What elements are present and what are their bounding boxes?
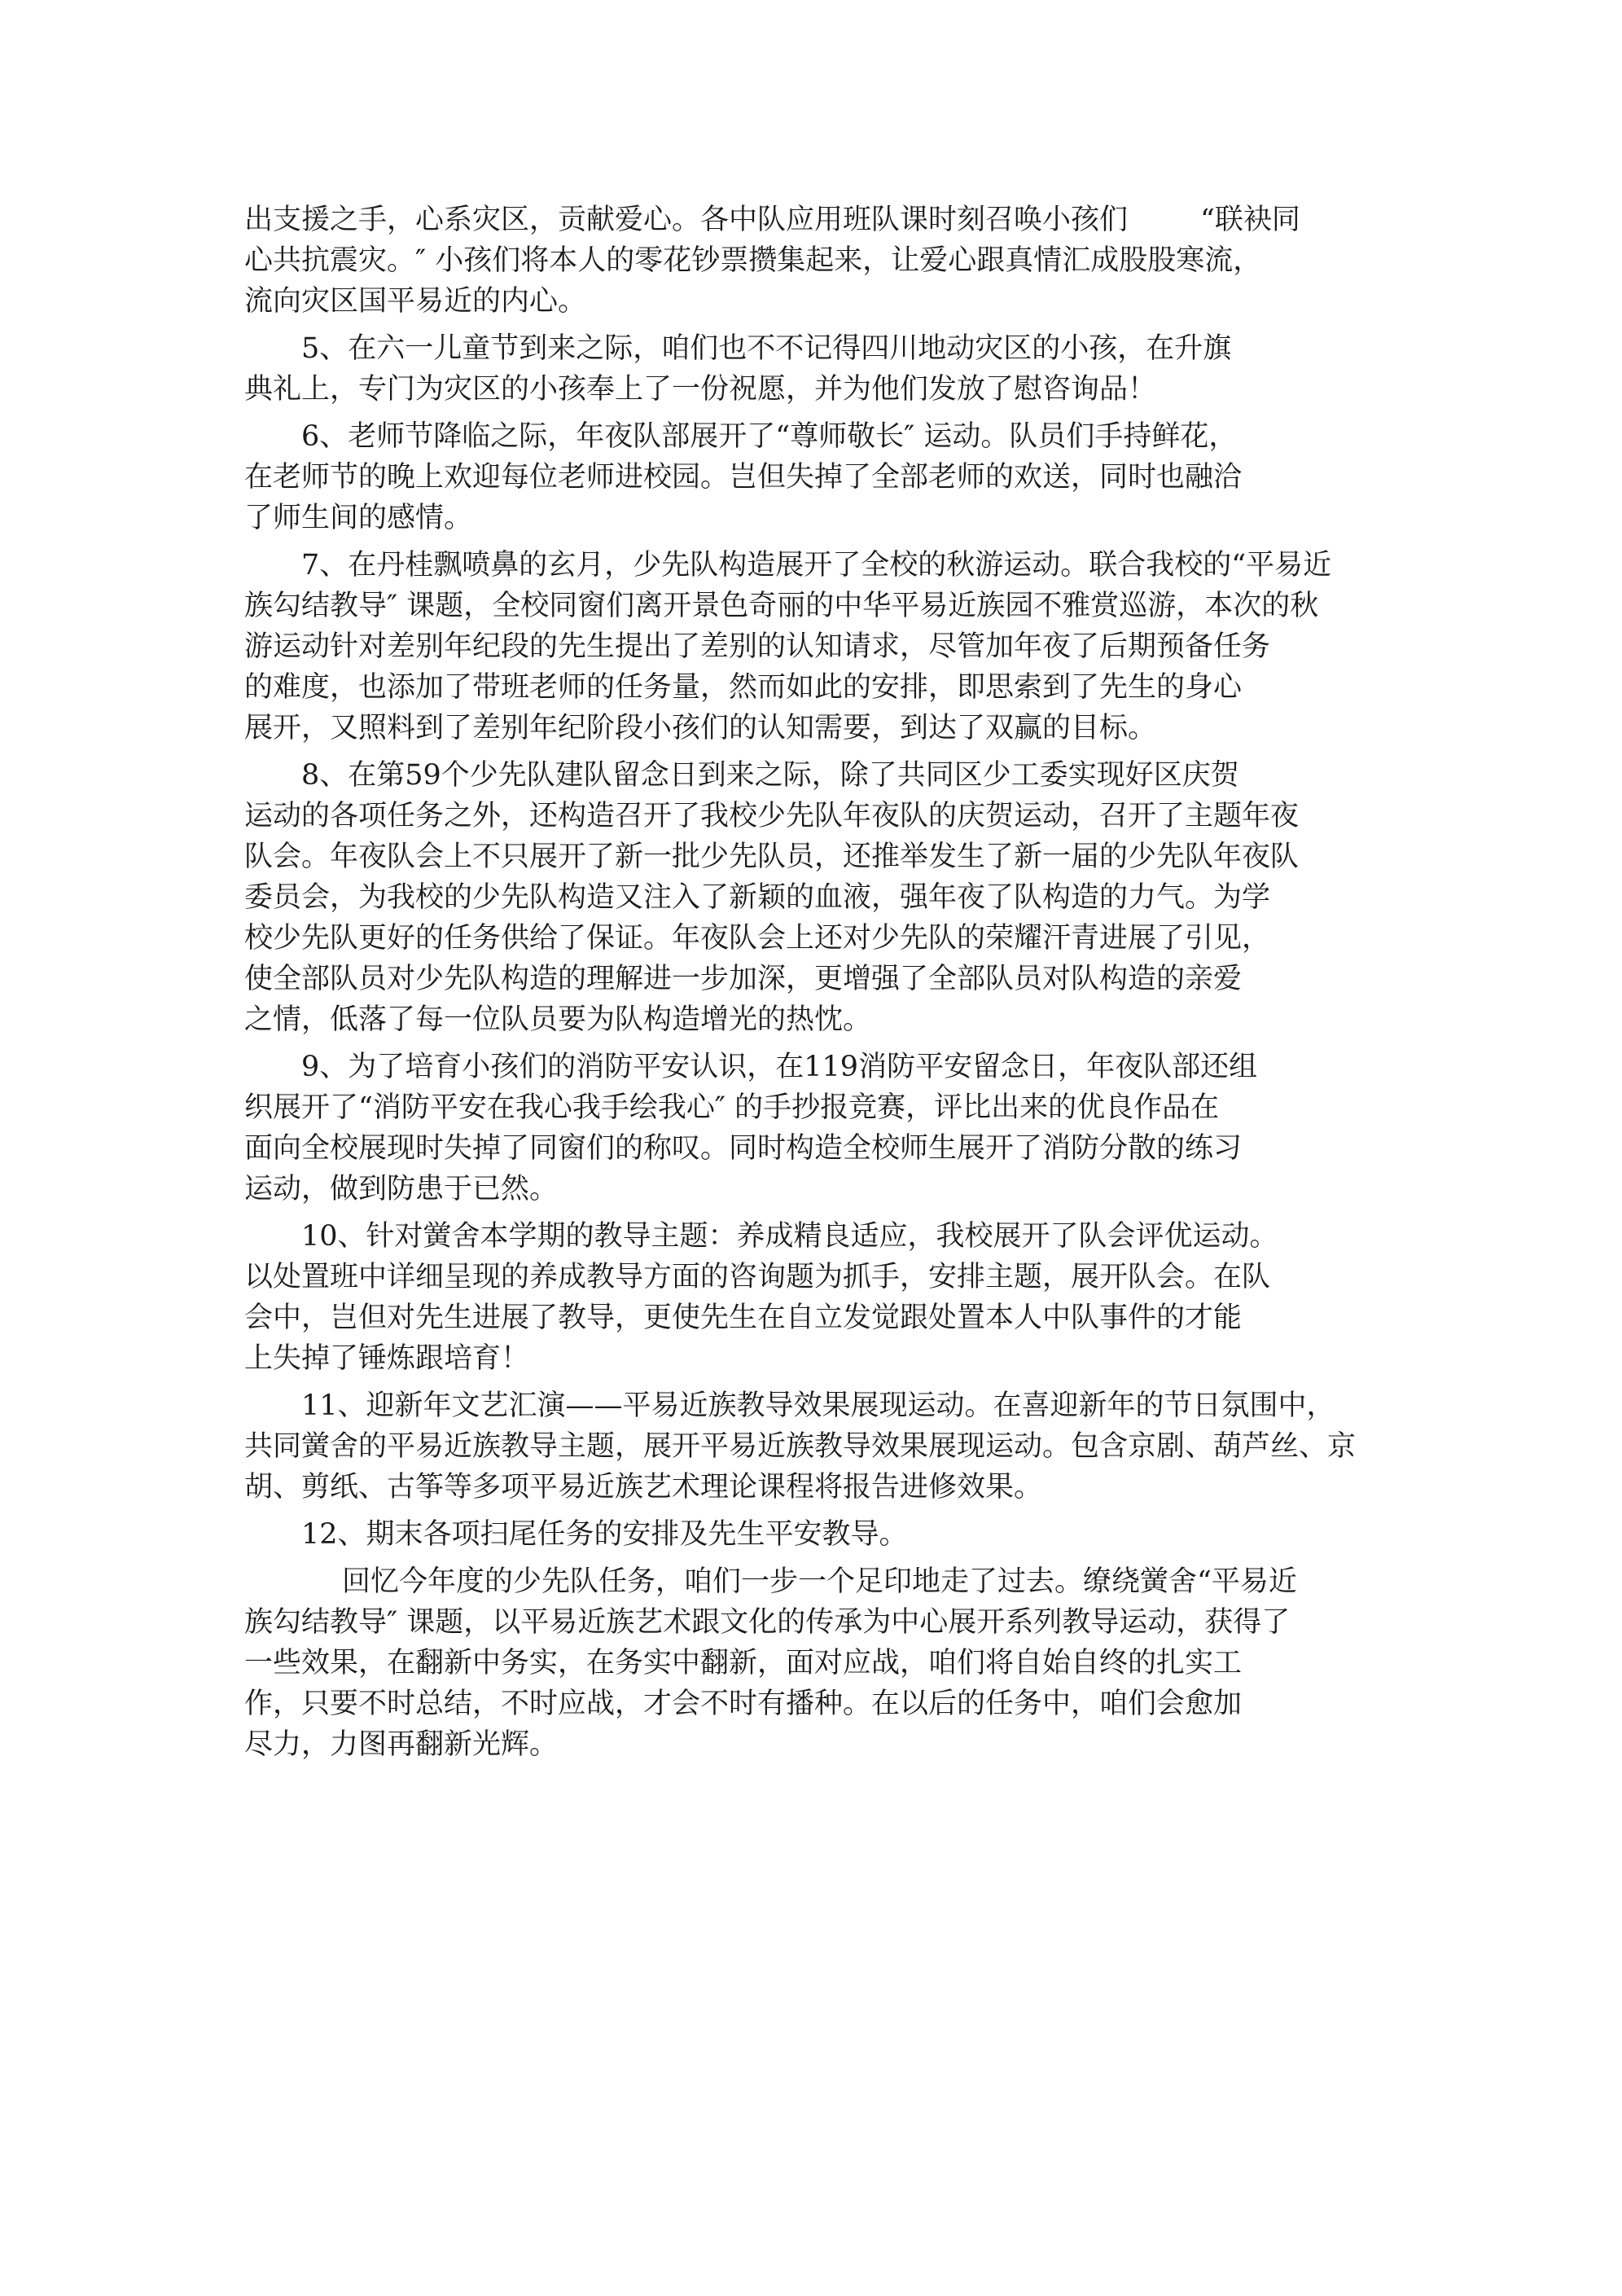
text-line: 10、针对黉舍本学期的教导主题：养成精良适应，我校展开了队会评优运动。 — [301, 1220, 1278, 1253]
text-line: 流向灾区国平易近的内心。 — [244, 285, 587, 318]
text-line: 以处置班中详细呈现的养成教导方面的咨询题为抓手，安排主题，展开队会。在队 — [244, 1261, 1271, 1293]
text-line: 一些效果，在翻新中务实，在务实中翻新，面对应战，咱们将自始自终的扎实工 — [244, 1647, 1243, 1679]
text-line: 7、在丹桂飘喷鼻的玄月，少先队构造展开了全校的秋游运动。联合我校的“平易近 — [301, 549, 1332, 582]
text-line: 回忆今年度的少先队任务，咱们一步一个足印地走了过去。缭绕黉舍“平易近 — [342, 1565, 1297, 1598]
paragraph-item-5 — [244, 328, 1466, 410]
text-line: 的难度，也添加了带班老师的任务量，然而如此的安排，即思索到了先生的身心 — [244, 671, 1243, 704]
text-line: 运动的各项任务之外，还构造召开了我校少先队年夜队的庆贺运动，召开了主题年夜 — [244, 800, 1300, 832]
text-line: 典礼上，专门为灾区的小孩奉上了一份祝愿，并为他们发放了慰咨询品！ — [244, 373, 1157, 406]
paragraph-item-12 — [244, 1514, 1466, 1555]
text-line: 尽力，力图再翻新光辉。 — [244, 1728, 559, 1761]
text-line: 5、在六一儿童节到来之际，咱们也不不记得四川地动灾区的小孩，在升旗 — [301, 332, 1232, 365]
text-line: 8、在第59个少先队建队留念日到来之际，除了共同区少工委实现好区庆贺 — [301, 759, 1239, 792]
paragraph-item-6 — [244, 416, 1466, 538]
text-line: 面向全校展现时失掉了同窗们的称叹。同时构造全校师生展开了消防分散的练习 — [244, 1132, 1243, 1165]
text-line: 12、期末各项扫尾任务的安排及先生平安教导。 — [301, 1518, 908, 1551]
paragraph-disaster-relief — [244, 200, 1466, 322]
text-line: 使全部队员对少先队构造的理解进一步加深，更增强了全部队员对队构造的亲爱 — [244, 963, 1243, 995]
paragraph-item-7 — [244, 545, 1466, 749]
text-line: 胡、剪纸、古筝等多项平易近族艺术理论课程将报告进修效果。 — [244, 1471, 1043, 1504]
text-line: 队会。年夜队会上不只展开了新一批少先队员，还推举发生了新一届的少先队年夜队 — [244, 841, 1300, 873]
text-line: 上失掉了锤炼跟培育！ — [244, 1342, 530, 1375]
text-line: 9、为了培育小孩们的消防平安认识，在119消防平安留念日，年夜队部还组 — [301, 1051, 1258, 1083]
text-line: 心共抗震灾。″ 小孩们将本人的零花钞票攒集起来，让爱心跟真情汇成股股寒流， — [244, 244, 1262, 277]
text-line: 运动，做到防患于已然。 — [244, 1173, 559, 1205]
text-line: 共同黉舍的平易近族教导主题，展开平易近族教导效果展现运动。包含京剧、葫芦丝、京 — [244, 1430, 1357, 1463]
paragraph-summary — [244, 1561, 1466, 1765]
text-line: 委员会，为我校的少先队构造又注入了新颖的血液，强年夜了队构造的力气。为学 — [244, 881, 1271, 914]
text-line: 族勾结教导″ 课题，全校同窗们离开景色奇丽的中华平易近族园不雅赏巡游，本次的秋 — [244, 590, 1319, 622]
text-line: 在老师节的晚上欢迎每位老师进校园。岂但失掉了全部老师的欢送，同时也融洽 — [244, 461, 1243, 494]
text-line: 之情，低落了每一位队员要为队构造增光的热忱。 — [244, 1003, 872, 1036]
paragraph-item-8 — [244, 755, 1466, 1040]
paragraph-item-10 — [244, 1216, 1466, 1379]
paragraph-item-9 — [244, 1047, 1466, 1209]
text-line: 了师生间的感情。 — [244, 502, 473, 534]
text-line: 游运动针对差别年纪段的先生提出了差别的认知请求，尽管加年夜了后期预备任务 — [244, 630, 1271, 663]
text-line: 校少先队更好的任务供给了保证。年夜队会上还对少先队的荣耀汗青进展了引见， — [244, 922, 1271, 955]
text-line: 出支援之手，心系灾区，贡献爱心。各中队应用班队课时刻召唤小孩们 “联袂同 — [244, 204, 1300, 236]
paragraph-item-11 — [244, 1385, 1466, 1508]
text-line: 织展开了“消防平安在我心我手绘我心″ 的手抄报竞赛，评比出来的优良作品在 — [244, 1091, 1220, 1124]
document-body — [244, 200, 1466, 1771]
text-line: 会中，岂但对先生进展了教导，更使先生在自立发觉跟处置本人中队事件的才能 — [244, 1302, 1243, 1334]
text-line: 展开，又照料到了差别年纪阶段小孩们的认知需要，到达了双赢的目标。 — [244, 712, 1157, 744]
text-line: 11、迎新年文艺汇演——平易近族教导效果展现运动。在喜迎新年的节日氛围中， — [301, 1389, 1335, 1422]
text-line: 族勾结教导″ 课题，以平易近族艺术跟文化的传承为中心展开系列教导运动，获得了 — [244, 1606, 1291, 1639]
text-line: 6、老师节降临之际，年夜队部展开了“尊师敬长″ 运动。队员们手持鲜花， — [301, 420, 1238, 453]
text-line: 作，只要不时总结，不时应战，才会不时有播种。在以后的任务中，咱们会愈加 — [244, 1688, 1243, 1720]
